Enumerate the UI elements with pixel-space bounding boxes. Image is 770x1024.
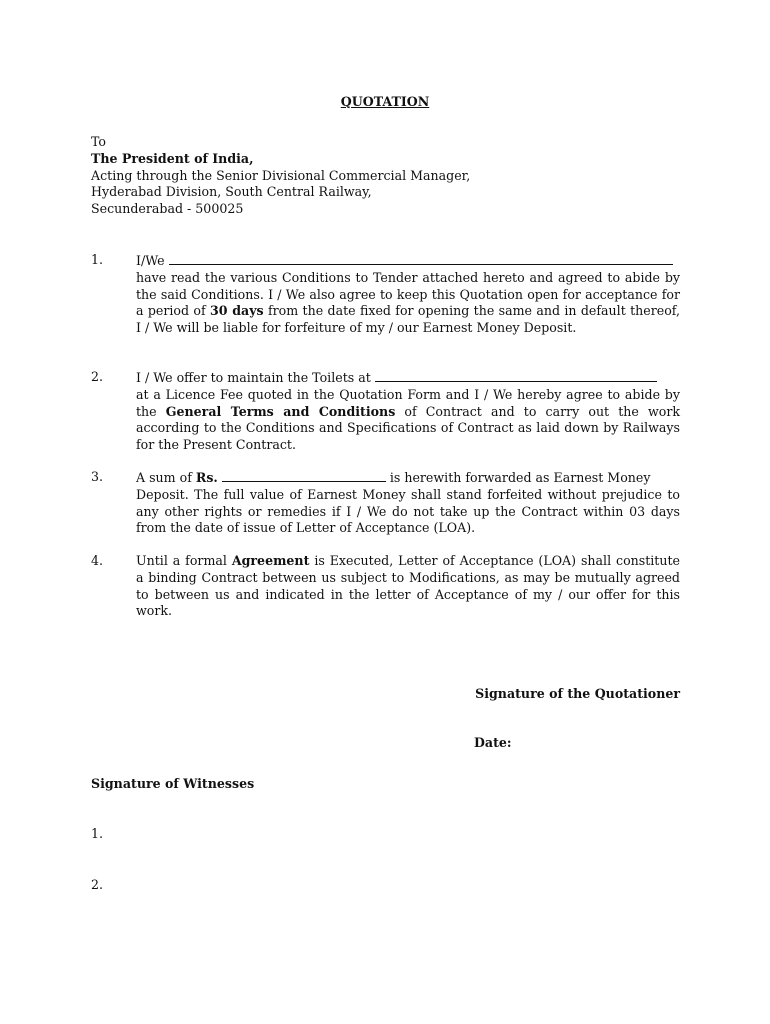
document-title: QUOTATION bbox=[340, 94, 430, 109]
clause-lead: I / We offer to maintain the Toilets at bbox=[136, 370, 371, 385]
amount-blank-field[interactable] bbox=[222, 469, 386, 482]
clause-3 bbox=[91, 469, 681, 537]
clause-lead: I/We bbox=[136, 253, 165, 268]
address-line-1: Acting through the Senior Divisional Commercial Manager, bbox=[91, 167, 471, 183]
name-blank-field[interactable] bbox=[169, 252, 673, 265]
clause-body: at a Licence Fee quoted in the Quotation Form and I / We hereby agree to abide by the General Terms and Conditions of Contract and to carry out the work according to the Conditions and Specifications of Contract as laid down by Railways for the Present Contract. bbox=[136, 386, 680, 453]
clause-first-line bbox=[136, 369, 680, 387]
location-blank-field[interactable] bbox=[375, 369, 657, 382]
signature-witnesses-label: Signature of Witnesses bbox=[91, 776, 255, 791]
clause-body: have read the various Conditions to Tender attached hereto and agreed to abide by the said Conditions. I / We also agree to keep this Quotation open for acceptance for a period of 30 days from the date fixed for opening the same and in default thereof, I / We will be liable for forfeiture of my / our Earnest Money Deposit. bbox=[136, 269, 680, 336]
address-recipient: The President of India, bbox=[91, 150, 254, 166]
address-block bbox=[91, 134, 691, 218]
clause-first-line: A sum of Rs. is herewith forwarded as Earnest Money bbox=[136, 470, 651, 485]
clause-number: 4. bbox=[91, 553, 104, 568]
date-label: Date: bbox=[474, 735, 512, 750]
clause-number: 1. bbox=[91, 252, 104, 267]
clause-4 bbox=[91, 553, 681, 620]
signature-quotationer-label: Signature of the Quotationer bbox=[475, 686, 680, 701]
clause-2 bbox=[91, 369, 681, 454]
address-line-2: Hyderabad Division, South Central Railway, bbox=[91, 184, 372, 200]
clause-number: 3. bbox=[91, 469, 104, 484]
witness-1-number: 1. bbox=[91, 826, 104, 841]
clause-body: Deposit. The full value of Earnest Money shall stand forfeited without prejudice to any other rights or remedies if I / We do not take up the Contract within 03 days from the date of issue of Letter of Acceptance (LOA). bbox=[136, 486, 680, 536]
witness-2-number: 2. bbox=[91, 877, 104, 892]
address-line-3: Secunderabad - 500025 bbox=[91, 201, 244, 217]
clause-body: Until a formal Agreement is Executed, Letter of Acceptance (LOA) shall constitute a binding Contract between us subject to Modifications, as may be mutually agreed to between us and indicated in the letter of Acceptance of my / our offer for this work. bbox=[136, 553, 680, 619]
address-to: To bbox=[91, 134, 107, 149]
clause-number: 2. bbox=[91, 369, 104, 384]
clause-1 bbox=[91, 252, 681, 337]
clause-first-line bbox=[136, 252, 680, 270]
